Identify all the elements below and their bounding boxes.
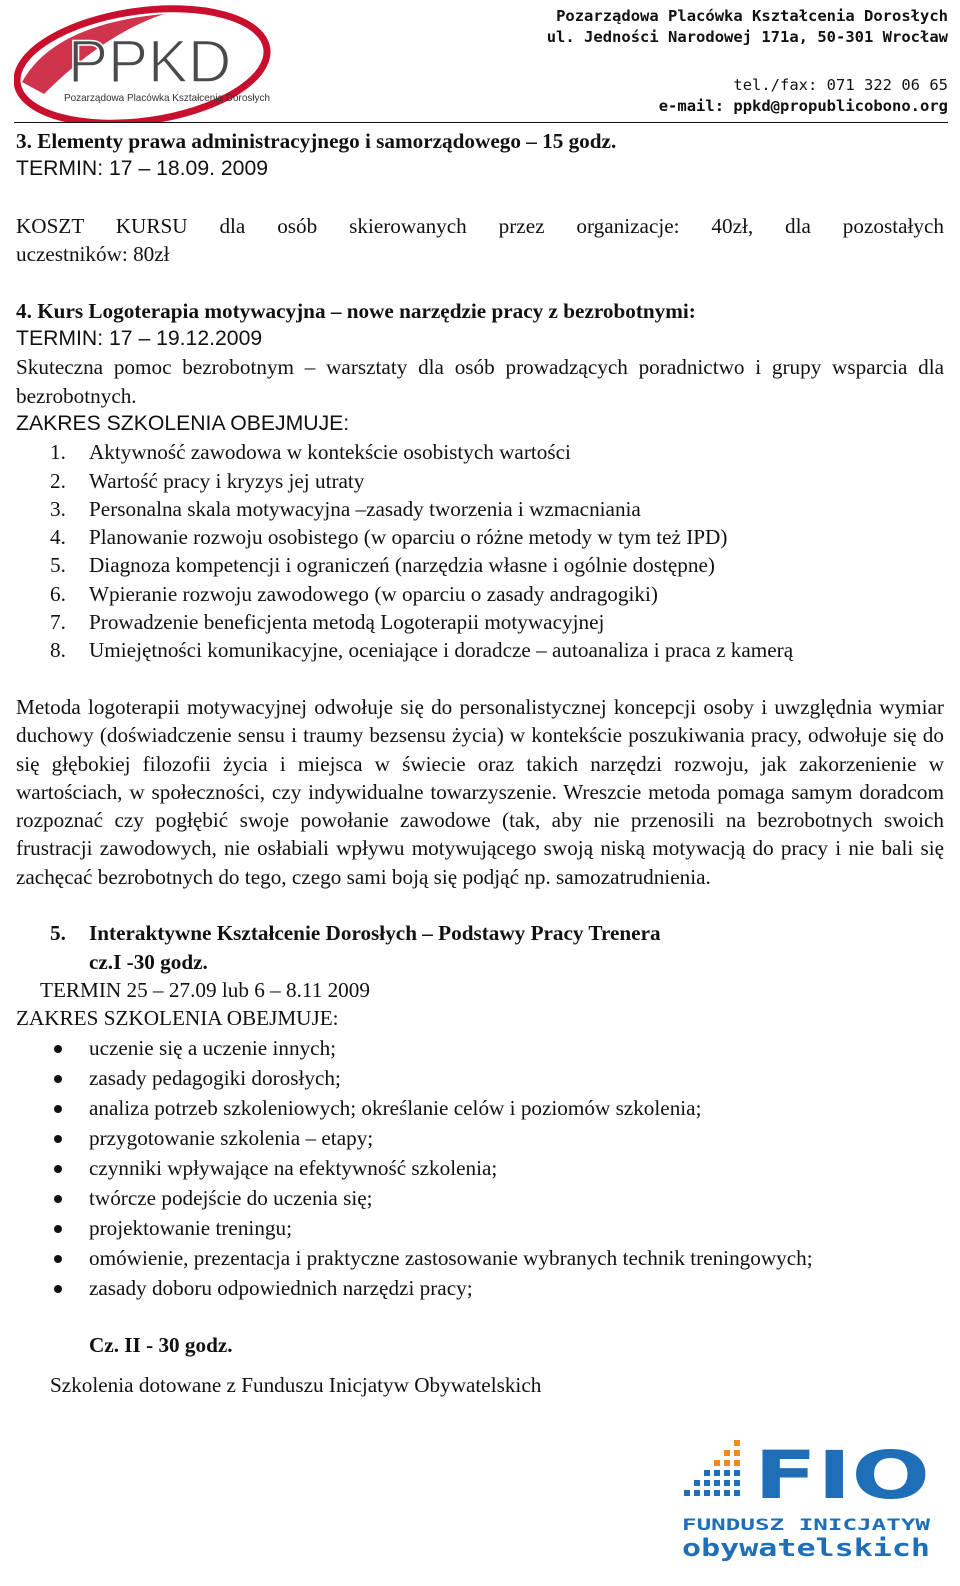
org-address: ul. Jedności Narodowej 171a, 50-301 Wrocław — [546, 28, 948, 46]
list-item: omówienie, prezentacja i praktyczne zastosowanie wybranych technik treningowych; — [16, 1243, 944, 1273]
list-item: 1. Aktywność zawodowa w kontekście osobistych wartości — [50, 440, 571, 465]
fio-line1: FUNDUSZ INICJATYW — [682, 1515, 931, 1534]
header-contact-block — [547, 6, 948, 117]
section4-method-paragraph: Metoda logoterapii motywacyjnej odwołuje się do personalistycznej koncepcji osoby i uwzględnia wymiar duchowy (doświadczenie sensu i traumy bezsensu życia) w kontekście poszukiwania pracy, odwołuje się do się głębokiej filozofii życia i miejsca w świecie oraz takich narzędzi rozwoju, jak zakorzenienie w wartościach, w społeczności, czy indywidualne towarzyszenie. Wreszcie metoda pomaga samym doradcom rozpoznać czy pogłębić swoje powołanie zawodowe (tak, aby nie przenosili na bezrobotnych swoich frustracji zawodowych, nie osłabiali wpływu motywującego swoją niską motywacją do pracy i nie bali się zachęcać bezrobotnych do tego, czego sami boją się podjąć np. samozatrudnienia. — [16, 694, 944, 889]
section4-topic-list — [16, 438, 944, 664]
header-divider — [14, 122, 948, 123]
org-name: Pozarządowa Placówka Kształcenia Dorosłych — [556, 7, 948, 25]
list-item: 6. Wpieranie rozwoju zawodowego (w oparciu o zasady andragogiki) — [50, 581, 658, 606]
fio-logo — [674, 1432, 938, 1562]
section4-term: TERMIN: 17 – 19.12.2009 — [16, 327, 263, 351]
funding-note: Szkolenia dotowane z Funduszu Inicjatyw Obywatelskich — [50, 1373, 542, 1398]
list-item: 2. Wartość pracy i kryzys jej utraty — [50, 468, 365, 493]
list-item: 5. Diagnoza kompetencji i ograniczeń (narzędzia własne i ogólnie dostępne) — [50, 553, 715, 578]
list-item: 4. Planowanie rozwoju osobistego (w oparciu o różne metody w tym też IPD) — [50, 525, 728, 550]
list-item: analiza potrzeb szkoleniowych; określanie celów i poziomów szkolenia; — [16, 1093, 944, 1123]
section3-cost-line2: uczestników: 80zł — [16, 242, 170, 267]
list-item: projektowanie treningu; — [16, 1213, 944, 1243]
fio-line2: obywatelskich — [682, 1534, 930, 1562]
list-item: zasady pedagogiki dorosłych; — [16, 1063, 944, 1093]
list-item: twórcze podejście do uczenia się; — [16, 1183, 944, 1213]
section3-term: TERMIN: 17 – 18.09. 2009 — [16, 157, 269, 181]
section5-part2: Cz. II - 30 godz. — [89, 1332, 233, 1357]
list-item: zasady doboru odpowiednich narzędzi pracy; — [16, 1273, 944, 1303]
fio-acronym: FIO — [754, 1437, 930, 1514]
section5-scope-heading: ZAKRES SZKOLENIA OBEJMUJE: — [16, 1006, 339, 1031]
list-item: uczenie się a uczenie innych; — [16, 1033, 944, 1063]
list-item: 8. Umiejętności komunikacyjne, oceniające i doradcze – autoanaliza i praca z kamerą — [50, 638, 794, 663]
org-email: e-mail: ppkd@propublicobono.org — [658, 97, 948, 115]
section4-scope-heading: ZAKRES SZKOLENIA OBEJMUJE: — [16, 411, 350, 435]
section4-title: 4. Kurs Logoterapia motywacyjna – nowe narzędzie pracy z bezrobotnymi: — [16, 298, 696, 323]
section5-term: TERMIN 25 – 27.09 lub 6 – 8.11 2009 — [40, 977, 370, 1002]
section5-part1: cz.I -30 godz. — [89, 949, 208, 974]
list-item: czynniki wpływające na efektywność szkolenia; — [16, 1153, 944, 1183]
section3-cost-line1: KOSZT KURSU dla osób skierowanych przez organizacje: 40zł, dla pozostałych — [16, 213, 944, 238]
section4-description: Skuteczna pomoc bezrobotnym – warsztaty dla osób prowadzących poradnictwo i grupy wsparcia dla bezrobotnych. — [16, 355, 944, 408]
org-phone: tel./fax: 071 322 06 65 — [733, 76, 948, 94]
list-item: przygotowanie szkolenia – etapy; — [16, 1123, 944, 1153]
logo-subtitle: Pozarządowa Placówka Kształcenia Dorosłych — [64, 92, 271, 104]
logo-text: PPKD — [68, 28, 232, 95]
list-item: 7. Prowadzenie beneficjenta metodą Logoterapii motywacyjnej — [50, 610, 605, 635]
list-item: 3. Personalna skala motywacyjna –zasady tworzenia i wzmacniania — [50, 496, 641, 521]
section5-bullet-list — [16, 1033, 944, 1303]
document-body — [16, 127, 944, 1399]
section5-title: 5. Interaktywne Kształcenie Dorosłych – Podstawy Pracy Trenera — [50, 921, 661, 946]
section3-title: 3. Elementy prawa administracyjnego i samorządowego – 15 godz. — [16, 129, 617, 153]
ppkd-logo — [14, 4, 296, 122]
